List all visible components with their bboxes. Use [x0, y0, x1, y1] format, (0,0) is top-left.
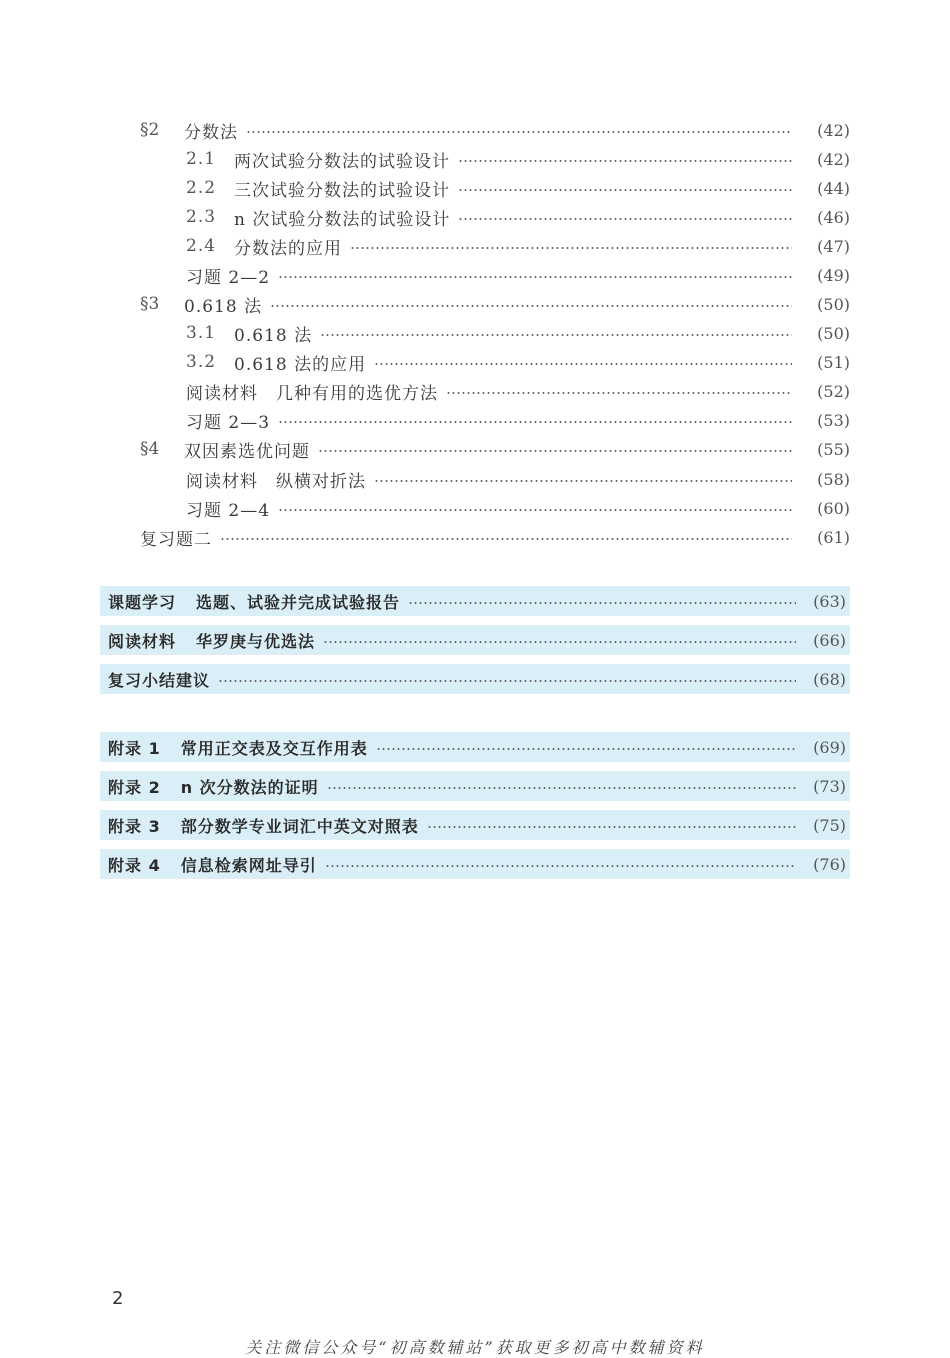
- band-title: 常用正交表及交互作用表: [180, 738, 368, 758]
- dot-leader: [323, 641, 796, 643]
- dot-leader: [458, 189, 792, 191]
- entry-page: (49): [817, 265, 850, 285]
- toc-band-project-study[interactable]: [100, 586, 850, 616]
- dot-leader: [327, 787, 796, 789]
- toc-band-review-summary[interactable]: [100, 664, 850, 694]
- entry-page: (60): [817, 498, 850, 518]
- entry-title: 习题 2—4: [186, 500, 271, 521]
- dot-leader: [374, 363, 792, 365]
- toc-band-appendix-3[interactable]: [100, 810, 850, 840]
- page-number: 2: [112, 1288, 124, 1309]
- entry-title: 阅读材料 几种有用的选优方法: [186, 383, 438, 404]
- toc-entry-reading-2[interactable]: [186, 465, 850, 493]
- dot-leader: [320, 334, 792, 336]
- band-title: n 次分数法的证明: [180, 777, 319, 797]
- entry-page: (58): [817, 469, 850, 489]
- toc-band-appendix-4[interactable]: [100, 849, 850, 879]
- entry-title: 习题 2—3: [186, 412, 271, 433]
- entry-number: 2.2: [186, 178, 217, 198]
- dot-leader: [270, 305, 792, 307]
- toc-entry-2-1[interactable]: [186, 145, 850, 173]
- dot-leader: [408, 602, 796, 604]
- entry-number: 3.1: [186, 323, 217, 343]
- dot-leader: [325, 865, 796, 867]
- entry-title: n 次试验分数法的试验设计: [234, 209, 451, 230]
- entry-title: 阅读材料 纵横对折法: [186, 471, 366, 492]
- entry-title: 0.618 法: [184, 296, 263, 317]
- toc-band-appendix-2[interactable]: [100, 771, 850, 801]
- entry-page: (51): [817, 352, 850, 372]
- entry-number: 3.2: [186, 352, 217, 372]
- dot-leader: [278, 276, 792, 278]
- band-title: 选题、试验并完成试验报告: [196, 592, 401, 612]
- entry-page: (53): [817, 410, 850, 430]
- entry-number: 2.1: [186, 149, 217, 169]
- entry-title: 习题 2—2: [186, 267, 271, 288]
- toc-entry-3-1[interactable]: [186, 319, 850, 347]
- band-page: (69): [813, 737, 846, 757]
- toc-entry-2-4[interactable]: [186, 232, 850, 260]
- band-page: (63): [813, 591, 846, 611]
- section-mark: §3: [140, 294, 160, 314]
- band-label: 附录 3: [108, 816, 161, 836]
- entry-page: (50): [817, 294, 850, 314]
- toc-entry-exercise-2-2[interactable]: [186, 261, 850, 289]
- entry-page: (55): [817, 439, 850, 459]
- toc-entry-exercise-2-3[interactable]: [186, 406, 850, 434]
- entry-number: 2.4: [186, 236, 217, 256]
- toc-band-reading-material[interactable]: [100, 625, 850, 655]
- band-title: 部分数学专业词汇中英文对照表: [180, 816, 419, 836]
- dot-leader: [278, 509, 792, 511]
- band-page: (68): [813, 669, 846, 689]
- entry-page: (50): [817, 323, 850, 343]
- band-label: 附录 1: [108, 738, 161, 758]
- band-label: 附录 4: [108, 855, 161, 875]
- toc-entry-exercise-2-4[interactable]: [186, 494, 850, 522]
- entry-page: (47): [817, 236, 850, 256]
- section-mark: §4: [140, 439, 160, 459]
- band-label: 课题学习: [108, 592, 177, 612]
- toc-entry-section-3[interactable]: [140, 290, 850, 318]
- toc-entry-section-2[interactable]: [140, 116, 850, 144]
- entry-title: 分数法: [184, 122, 238, 143]
- toc-entry-3-2[interactable]: [186, 348, 850, 376]
- entry-title: 0.618 法的应用: [234, 354, 367, 375]
- band-page: (73): [813, 776, 846, 796]
- dot-leader: [427, 826, 796, 828]
- band-title: 华罗庚与优选法: [196, 631, 316, 651]
- entry-page: (44): [817, 178, 850, 198]
- entry-number: 2.3: [186, 207, 217, 227]
- dot-leader: [374, 480, 792, 482]
- entry-title: 双因素选优问题: [184, 441, 310, 462]
- toc-entry-2-3[interactable]: [186, 203, 850, 231]
- entry-title: 两次试验分数法的试验设计: [234, 151, 450, 172]
- dot-leader: [458, 160, 792, 162]
- band-title: 复习小结建议: [108, 670, 211, 690]
- band-label: 阅读材料: [108, 631, 177, 651]
- dot-leader: [446, 392, 792, 394]
- band-title: 信息检索网址导引: [180, 855, 317, 875]
- entry-page: (42): [817, 120, 850, 140]
- dot-leader: [350, 247, 792, 249]
- dot-leader: [458, 218, 792, 220]
- entry-page: (61): [817, 527, 850, 547]
- toc-entry-2-2[interactable]: [186, 174, 850, 202]
- section-mark: §2: [140, 120, 160, 140]
- toc-entry-reading-1[interactable]: [186, 377, 850, 405]
- entry-page: (42): [817, 149, 850, 169]
- entry-page: (52): [817, 381, 850, 401]
- toc-band-appendix-1[interactable]: [100, 732, 850, 762]
- band-page: (75): [813, 815, 846, 835]
- entry-page: (46): [817, 207, 850, 227]
- dot-leader: [246, 131, 792, 133]
- entry-title: 分数法的应用: [234, 238, 342, 259]
- entry-title: 复习题二: [140, 529, 212, 550]
- entry-title: 三次试验分数法的试验设计: [234, 180, 450, 201]
- dot-leader: [376, 748, 796, 750]
- entry-title: 0.618 法: [234, 325, 313, 346]
- toc-entry-review-2[interactable]: [140, 523, 850, 551]
- footer-watermark-note: 关注微信公众号“初高数辅站”获取更多初高中数辅资料: [245, 1338, 705, 1357]
- band-page: (66): [813, 630, 846, 650]
- dot-leader: [218, 680, 796, 682]
- dot-leader: [220, 538, 792, 540]
- band-page: (76): [813, 854, 846, 874]
- toc-entry-section-4[interactable]: [140, 435, 850, 463]
- band-label: 附录 2: [108, 777, 161, 797]
- dot-leader: [278, 421, 792, 423]
- dot-leader: [318, 450, 792, 452]
